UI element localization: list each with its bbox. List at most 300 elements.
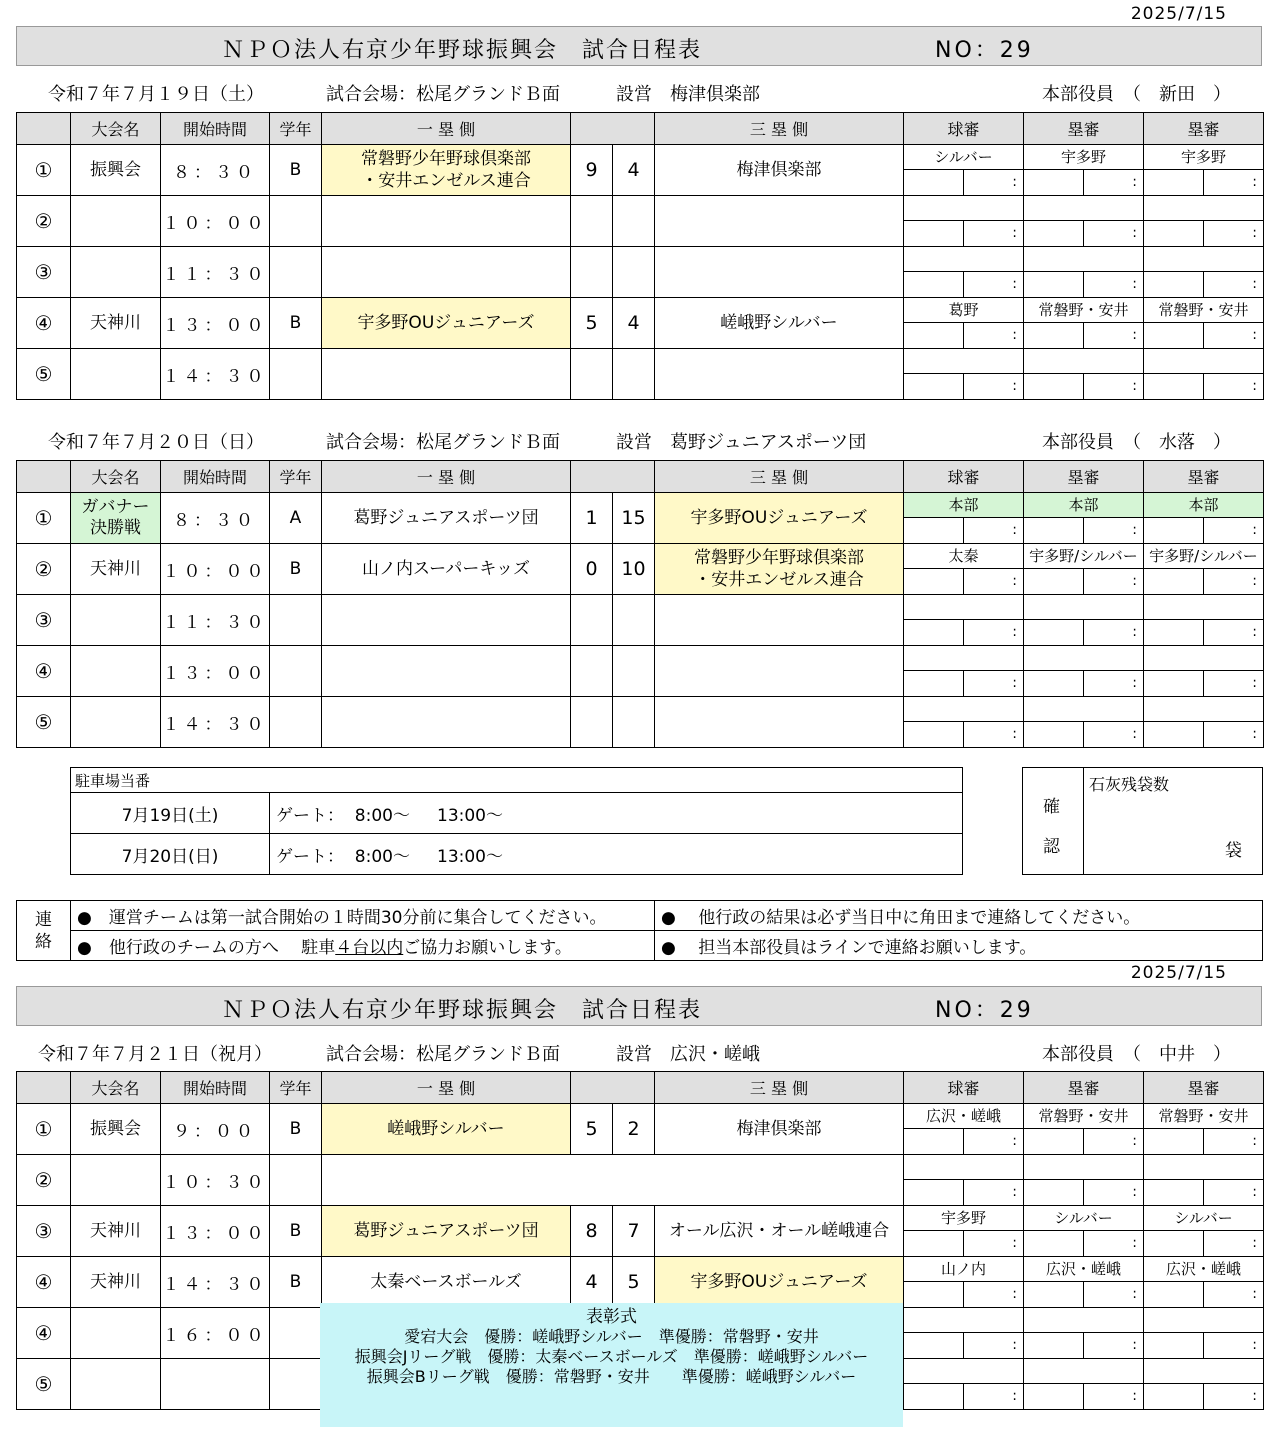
base-umpire (1144, 196, 1263, 221)
header-start-time: 開始時間 (161, 113, 270, 145)
game-number: ② (17, 196, 71, 247)
time-colon: : (1132, 1337, 1137, 1353)
venue: 試合会場：松尾グランドＢ面 (326, 432, 560, 453)
tournament-name (71, 247, 161, 298)
score-third (613, 646, 655, 697)
umpire-cell (1144, 247, 1264, 298)
table-row (17, 697, 1264, 748)
time-colon: : (1012, 726, 1017, 742)
score-first: 9 (571, 145, 613, 196)
table-row (17, 595, 1264, 646)
base-umpire (1024, 595, 1143, 620)
umpire-cell (1144, 298, 1264, 349)
start-time: １１：３０ (161, 247, 270, 298)
header-plate-umpire: 球審 (904, 113, 1024, 145)
tournament-name: 天神川 (71, 544, 161, 595)
grade: B (270, 1257, 322, 1308)
empty-match-cell (322, 1155, 904, 1206)
base-umpire: 常磐野・安井 (1024, 1104, 1143, 1129)
umpire-cell (904, 493, 1024, 544)
umpire-cell (904, 349, 1024, 400)
base-umpire (1144, 1359, 1263, 1384)
table-row (17, 145, 1264, 196)
time-colon: : (1252, 1388, 1257, 1404)
game-number: ④ (17, 646, 71, 697)
time-colon: : (1132, 726, 1137, 742)
time-colon: : (1252, 1133, 1257, 1149)
start-time: １３：００ (161, 646, 270, 697)
base-umpire (1144, 1155, 1263, 1180)
time-colon: : (1012, 1286, 1017, 1302)
third-base-team: 宇多野OUジュニアーズ (655, 1257, 904, 1308)
umpire-cell (1144, 1359, 1264, 1410)
schedule-table (16, 460, 1264, 748)
base-umpire (1144, 697, 1263, 722)
umpire-cell (1024, 1257, 1144, 1308)
header-tournament: 大会名 (71, 1072, 161, 1104)
score-first: 1 (571, 493, 613, 544)
first-base-team: 宇多野OUジュニアーズ (322, 298, 571, 349)
tournament-name (71, 1308, 161, 1359)
plate-umpire: シルバー (904, 145, 1023, 170)
score-first: 0 (571, 544, 613, 595)
header-first-base: 一 塁 側 (322, 1072, 571, 1104)
base-umpire: シルバー (1024, 1206, 1143, 1231)
confirm-box (1022, 767, 1263, 875)
first-base-team (322, 697, 571, 748)
header-tournament: 大会名 (71, 113, 161, 145)
host-team: 設営 葛野ジュニアスポーツ団 (616, 432, 867, 453)
header-first-base: 一 塁 側 (322, 113, 571, 145)
game-number: ① (17, 1104, 71, 1155)
award-ceremony (320, 1303, 903, 1427)
confirm-label: 認 (1043, 837, 1060, 857)
game-number: ⑤ (17, 349, 71, 400)
match-date: 令和７年７月２０日（日） (48, 432, 264, 453)
umpire-cell (1024, 298, 1144, 349)
plate-umpire: 宇多野 (904, 1206, 1023, 1231)
score-first: 5 (571, 1104, 613, 1155)
time-colon: : (1252, 327, 1257, 343)
time-colon: : (1012, 378, 1017, 394)
start-time: ８：３０ (161, 145, 270, 196)
umpire-cell (1024, 1155, 1144, 1206)
score-first (571, 646, 613, 697)
first-base-team: 山ノ内スーパーキッズ (322, 544, 571, 595)
time-colon: : (1252, 675, 1257, 691)
officer: 本部役員 （ 新田 ） (1042, 84, 1231, 105)
game-number: ③ (17, 1206, 71, 1257)
third-base-team: 宇多野OUジュニアーズ (655, 493, 904, 544)
base-umpire (1144, 1308, 1263, 1333)
time-colon: : (1132, 522, 1137, 538)
table-row (17, 544, 1264, 595)
parking-date: 7月19日(土) (71, 793, 270, 834)
time-colon: : (1132, 378, 1137, 394)
tournament-name: 天神川 (71, 1206, 161, 1257)
umpire-cell (904, 298, 1024, 349)
time-colon: : (1012, 276, 1017, 292)
header-plate-umpire: 球審 (904, 461, 1024, 493)
contact-item: ● 運営チームは第一試合開始の１時間30分前に集合してください。 (71, 901, 655, 931)
page-title: ＮＰＯ法人右京少年野球振興会 試合日程表 (222, 38, 703, 63)
time-colon: : (1132, 624, 1137, 640)
time-colon: : (1132, 1388, 1137, 1404)
umpire-cell (904, 1155, 1024, 1206)
game-number: ④ (17, 298, 71, 349)
start-time: ９：００ (161, 1104, 270, 1155)
contact-label: 連 絡 (17, 901, 71, 961)
tournament-name: 天神川 (71, 298, 161, 349)
umpire-cell (1024, 145, 1144, 196)
umpire-cell (904, 595, 1024, 646)
header-third-base: 三 塁 側 (655, 113, 904, 145)
parking-gate-times: ゲート： 8:00～ 13:00～ (270, 793, 963, 834)
umpire-cell (1024, 349, 1144, 400)
base-umpire (1024, 1155, 1143, 1180)
start-time: １１：３０ (161, 595, 270, 646)
header-tournament: 大会名 (71, 461, 161, 493)
plate-umpire: 太秦 (904, 544, 1023, 569)
time-colon: : (1252, 522, 1257, 538)
umpire-cell (1144, 493, 1264, 544)
game-number: ① (17, 493, 71, 544)
schedule-table (16, 112, 1264, 400)
time-colon: : (1012, 1388, 1017, 1404)
header-base-umpire: 塁審 (1024, 461, 1144, 493)
third-base-team (655, 196, 904, 247)
time-colon: : (1132, 174, 1137, 190)
lime-bags-label: 石灰残袋数 (1089, 775, 1170, 794)
parking-limit: ４台以内 (335, 938, 404, 958)
time-colon: : (1252, 1235, 1257, 1251)
title-bar (16, 26, 1262, 66)
umpire-cell (1144, 1206, 1264, 1257)
base-umpire (1024, 247, 1143, 272)
grade: A (270, 493, 322, 544)
tournament-name: 天神川 (71, 1257, 161, 1308)
section-meta (0, 80, 1277, 106)
plate-umpire (904, 1155, 1023, 1180)
grade (270, 196, 322, 247)
header-base-umpire: 塁審 (1144, 1072, 1264, 1104)
umpire-cell (1024, 1104, 1144, 1155)
score-third (613, 697, 655, 748)
table-row (17, 1155, 1264, 1206)
umpire-cell (1024, 595, 1144, 646)
umpire-cell (904, 1359, 1024, 1410)
grade: B (270, 1104, 322, 1155)
start-time: １３：００ (161, 298, 270, 349)
score-first (571, 196, 613, 247)
first-base-team (322, 349, 571, 400)
plate-umpire (904, 1359, 1023, 1384)
first-base-team: 葛野ジュニアスポーツ団 (322, 1206, 571, 1257)
start-time: １６：００ (161, 1308, 270, 1359)
third-base-team (655, 247, 904, 298)
game-number: ② (17, 1155, 71, 1206)
grade (270, 247, 322, 298)
start-time: １４：３０ (161, 1257, 270, 1308)
score-third (613, 595, 655, 646)
score-first (571, 349, 613, 400)
tournament-name (71, 1155, 161, 1206)
time-colon: : (1132, 327, 1137, 343)
start-time: １４：３０ (161, 697, 270, 748)
table-row (17, 1104, 1264, 1155)
header-base-umpire: 塁審 (1144, 113, 1264, 145)
time-colon: : (1132, 675, 1137, 691)
award-line: 振興会Jリーグ戦 優勝：太秦ベースボールズ 準優勝：嵯峨野シルバー (354, 1347, 869, 1366)
tournament-name (71, 349, 161, 400)
base-umpire: 広沢・嵯峨 (1024, 1257, 1143, 1282)
base-umpire: 宇多野/シルバー (1024, 544, 1143, 569)
grade (270, 349, 322, 400)
time-colon: : (1132, 1133, 1137, 1149)
date-stamp: 2025/7/15 (1130, 963, 1227, 983)
section-meta (0, 1040, 1277, 1066)
host-team: 設営 広沢・嵯峨 (616, 1044, 760, 1065)
base-umpire (1144, 349, 1263, 374)
umpire-cell (1144, 196, 1264, 247)
time-colon: : (1012, 522, 1017, 538)
grade (270, 646, 322, 697)
time-colon: : (1012, 1133, 1017, 1149)
plate-umpire: 山ノ内 (904, 1257, 1023, 1282)
contact-item: ● 担当本部役員はラインで連絡お願いします。 (655, 931, 1263, 961)
time-colon: : (1132, 1286, 1137, 1302)
venue: 試合会場：松尾グランドＢ面 (326, 1044, 560, 1065)
table-row (17, 298, 1264, 349)
grade (270, 1155, 322, 1206)
base-umpire: 常磐野・安井 (1024, 298, 1143, 323)
third-base-team: 梅津倶楽部 (655, 1104, 904, 1155)
umpire-cell (1144, 1257, 1264, 1308)
umpire-cell (1024, 196, 1144, 247)
umpire-cell (1144, 349, 1264, 400)
grade: B (270, 298, 322, 349)
base-umpire: 常磐野・安井 (1144, 298, 1263, 323)
umpire-cell (904, 544, 1024, 595)
officer: 本部役員 （ 水落 ） (1042, 432, 1231, 453)
score-third: 4 (613, 298, 655, 349)
time-colon: : (1012, 327, 1017, 343)
page-title: ＮＰＯ法人右京少年野球振興会 試合日程表 (222, 998, 703, 1023)
first-base-team: 嵯峨野シルバー (322, 1104, 571, 1155)
table-row (17, 493, 1264, 544)
time-colon: : (1132, 1184, 1137, 1200)
umpire-cell (904, 1257, 1024, 1308)
table-row (17, 196, 1264, 247)
start-time: １０：００ (161, 544, 270, 595)
header-grade: 学年 (270, 461, 322, 493)
game-number: ④ (17, 1308, 71, 1359)
sheet-number: NO：29 (935, 38, 1034, 63)
umpire-cell (1144, 1104, 1264, 1155)
plate-umpire: 広沢・嵯峨 (904, 1104, 1023, 1129)
award-title: 表彰式 (586, 1307, 637, 1327)
time-colon: : (1252, 1337, 1257, 1353)
tournament-name: ガバナー 決勝戦 (71, 493, 161, 544)
time-colon: : (1252, 378, 1257, 394)
header-plate-umpire: 球審 (904, 1072, 1024, 1104)
sheet-number: NO：29 (935, 998, 1034, 1023)
umpire-cell (904, 247, 1024, 298)
first-base-team (322, 646, 571, 697)
third-base-team (655, 595, 904, 646)
plate-umpire: 本部 (904, 493, 1023, 518)
time-colon: : (1252, 174, 1257, 190)
umpire-cell (1024, 1359, 1144, 1410)
first-base-team: 太秦ベースボールズ (322, 1257, 571, 1308)
score-first: 4 (571, 1257, 613, 1308)
start-time (161, 1359, 270, 1410)
score-third (613, 349, 655, 400)
umpire-cell (1024, 247, 1144, 298)
plate-umpire (904, 247, 1023, 272)
start-time: １０：３０ (161, 1155, 270, 1206)
start-time: １０：００ (161, 196, 270, 247)
grade (270, 1308, 322, 1359)
time-colon: : (1012, 573, 1017, 589)
first-base-team (322, 247, 571, 298)
grade: B (270, 544, 322, 595)
game-number: ④ (17, 1257, 71, 1308)
umpire-cell (1144, 595, 1264, 646)
third-base-team (655, 697, 904, 748)
base-umpire (1024, 1359, 1143, 1384)
match-date: 令和７年７月１９日（土） (48, 84, 264, 105)
score-first: 5 (571, 298, 613, 349)
section-meta (0, 428, 1277, 454)
grade (270, 595, 322, 646)
base-umpire: 宇多野 (1024, 145, 1143, 170)
third-base-team: オール広沢・オール嵯峨連合 (655, 1206, 904, 1257)
grade: B (270, 1206, 322, 1257)
third-base-team: 常磐野少年野球倶楽部 ・安井エンゼルス連合 (655, 544, 904, 595)
umpire-cell (1144, 646, 1264, 697)
grade (270, 697, 322, 748)
officer: 本部役員 （ 中井 ） (1042, 1044, 1231, 1065)
first-base-team (322, 196, 571, 247)
header-row (17, 1072, 1264, 1104)
plate-umpire: 葛野 (904, 298, 1023, 323)
base-umpire (1024, 646, 1143, 671)
header-first-base: 一 塁 側 (322, 461, 571, 493)
title-bar (16, 986, 1262, 1026)
umpire-cell (1144, 697, 1264, 748)
score-third: 4 (613, 145, 655, 196)
time-colon: : (1132, 573, 1137, 589)
header-row (17, 113, 1264, 145)
bag-unit: 袋 (1225, 841, 1242, 861)
date-stamp: 2025/7/15 (1130, 4, 1227, 24)
header-third-base: 三 塁 側 (655, 461, 904, 493)
table-row (17, 1206, 1264, 1257)
parking-table (70, 767, 963, 875)
tournament-name (71, 595, 161, 646)
plate-umpire (904, 196, 1023, 221)
time-colon: : (1252, 276, 1257, 292)
time-colon: : (1012, 1184, 1017, 1200)
base-umpire (1024, 196, 1143, 221)
contact-table (16, 900, 1263, 961)
umpire-cell (904, 1206, 1024, 1257)
tournament-name: 振興会 (71, 1104, 161, 1155)
game-number: ② (17, 544, 71, 595)
score-third: 10 (613, 544, 655, 595)
umpire-cell (904, 1104, 1024, 1155)
base-umpire: 宇多野 (1144, 145, 1263, 170)
base-umpire (1144, 595, 1263, 620)
score-first: 8 (571, 1206, 613, 1257)
umpire-cell (1024, 1308, 1144, 1359)
header-base-umpire: 塁審 (1024, 113, 1144, 145)
table-row (17, 1257, 1264, 1308)
grade (270, 1359, 322, 1410)
score-third: 7 (613, 1206, 655, 1257)
base-umpire: シルバー (1144, 1206, 1263, 1231)
third-base-team (655, 646, 904, 697)
base-umpire (1144, 247, 1263, 272)
parking-gate-times: ゲート： 8:00～ 13:00～ (270, 834, 963, 875)
contact-item: ● 他行政の結果は必ず当日中に角田まで連絡してください。 (655, 901, 1263, 931)
score-third (613, 247, 655, 298)
table-row (17, 247, 1264, 298)
base-umpire: 常磐野・安井 (1144, 1104, 1263, 1129)
table-row (17, 646, 1264, 697)
third-base-team: 嵯峨野シルバー (655, 298, 904, 349)
score-first (571, 247, 613, 298)
plate-umpire (904, 349, 1023, 374)
award-line: 振興会Bリーグ戦 優勝：常磐野・安井 準優勝：嵯峨野シルバー (366, 1367, 857, 1386)
umpire-cell (1024, 493, 1144, 544)
score-third: 2 (613, 1104, 655, 1155)
time-colon: : (1012, 1235, 1017, 1251)
first-base-team: 常磐野少年野球倶楽部 ・安井エンゼルス連合 (322, 145, 571, 196)
time-colon: : (1132, 276, 1137, 292)
umpire-cell (1024, 646, 1144, 697)
score-third: 5 (613, 1257, 655, 1308)
parking-header: 駐車場当番 (71, 768, 963, 793)
game-number: ⑤ (17, 697, 71, 748)
contact-item: ● 他行政のチームの方へ 駐車４台以内ご協力お願いします。 (71, 931, 655, 961)
plate-umpire (904, 1308, 1023, 1333)
start-time: ８：３０ (161, 493, 270, 544)
third-base-team (655, 349, 904, 400)
header-row (17, 461, 1264, 493)
time-colon: : (1252, 624, 1257, 640)
plate-umpire (904, 646, 1023, 671)
umpire-cell (1144, 145, 1264, 196)
base-umpire (1024, 697, 1143, 722)
time-colon: : (1252, 1184, 1257, 1200)
umpire-cell (904, 1308, 1024, 1359)
award-line: 愛宕大会 優勝：嵯峨野シルバー 準優勝：常磐野・安井 (404, 1327, 819, 1346)
umpire-cell (904, 196, 1024, 247)
game-number: ③ (17, 247, 71, 298)
base-umpire (1024, 349, 1143, 374)
header-base-umpire: 塁審 (1144, 461, 1264, 493)
third-base-team: 梅津倶楽部 (655, 145, 904, 196)
time-colon: : (1012, 1337, 1017, 1353)
time-colon: : (1012, 675, 1017, 691)
umpire-cell (1144, 1308, 1264, 1359)
base-umpire: 宇多野/シルバー (1144, 544, 1263, 569)
tournament-name (71, 196, 161, 247)
tournament-name (71, 646, 161, 697)
first-base-team (322, 595, 571, 646)
